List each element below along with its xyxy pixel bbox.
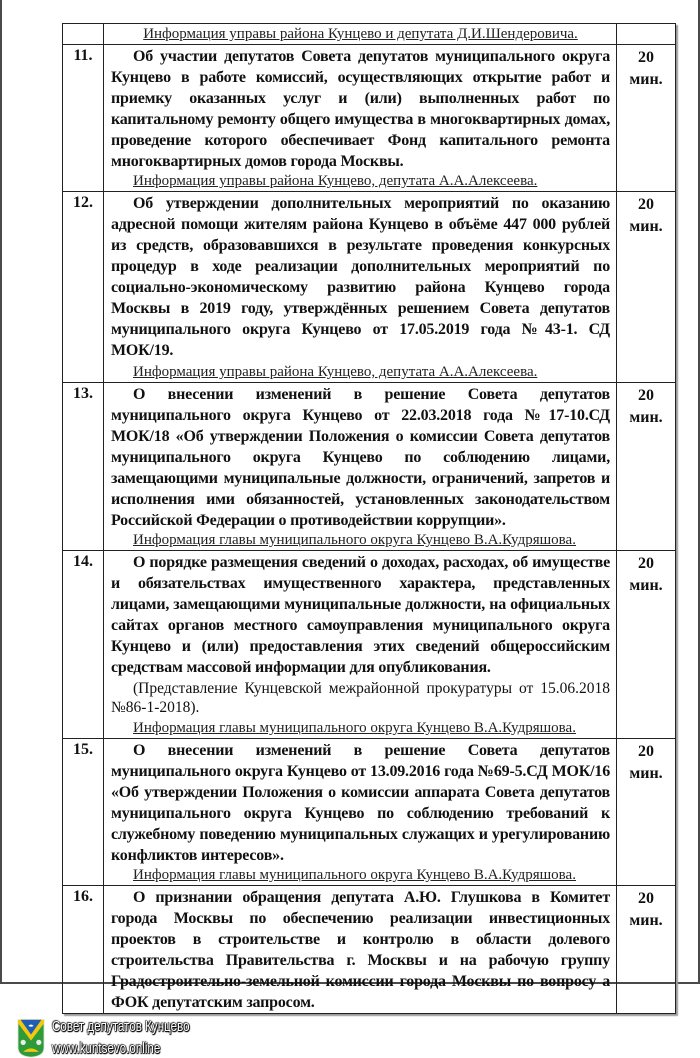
time-unit: мин.: [629, 577, 663, 594]
item-title: О порядке размещения сведений о доходах, расходах, об имуществе и обязательствах имущественного характера, представленных лицами, замещающими муниципальные должности, на официальных сайтах органов местного самоуправления муниципального округа Кунцево и (или) предоставления этих сведений общероссийским средствам массовой информации для опубликования.: [111, 554, 610, 676]
agenda-table: [62, 23, 676, 1014]
info-line: Информация управы района Кунцево, депутата А.А.Алексеева.: [133, 364, 538, 380]
info-line: Информация управы района Кунцево, депутата А.А.Алексеева.: [133, 173, 538, 189]
row-number: 13.: [63, 383, 104, 550]
row-number: 12.: [63, 192, 104, 382]
row-number: 11.: [63, 45, 104, 191]
watermark-name: Совет депутатов Кунцево: [52, 1019, 190, 1035]
row-content: [104, 383, 617, 550]
row-content: [104, 45, 617, 191]
row-time: [617, 383, 675, 550]
info-line: Информация главы муниципального округа Кунцево В.А.Кудряшова.: [133, 532, 576, 548]
item-title: Об участии депутатов Совета депутатов муниципального округа Кунцево в работе комиссий, осуществляющих открытие работ и приемку оказанных услуг и (или) выполненных работ по капитальному ремонту общего имущества в многоквартирных домах, проведение которого обеспечивает Фонд капитального ремонта многоквартирных домов города Москвы.: [111, 48, 610, 170]
kuntsevo-coat-of-arms-icon: [16, 1018, 46, 1058]
row-time: [617, 45, 675, 191]
time-unit: мин.: [629, 71, 663, 88]
item-title: Об утверждении дополнительных мероприятий по оказанию адресной помощи жителям района Кунцево в объёме 447 000 рублей из средств, образовавшихся в результате проведения конкурсных процедур в ходе реализации дополнительных мероприятий по социально-экономическому развитию района Кунцево города Москвы в 2019 году, утверждённых решением Совета депутатов муниципального округа Кунцево от 17.05.2019 года №43-1. СД МОК/19.: [111, 195, 610, 359]
item-title: О внесении изменений в решение Совета депутатов муниципального округа Кунцево от 22.03.2018 года №17-10.СД МОК/18 «Об утверждении Положения о комиссии Совета депутатов муниципального округа Кунцево по соблюдению лицами, замещающими муниципальные должности, ограничений, запретов и исполнения ими обязанностей, установленных законодательством Российской Федерации о противодействии коррупции».: [111, 386, 610, 529]
row-content: [104, 551, 617, 738]
row-time: [617, 739, 675, 885]
agenda-row: [63, 885, 675, 1013]
item-title: О внесении изменений в решение Совета депутатов муниципального округа Кунцево от 13.09.2016 года №69-5.СД МОК/16 «Об утверждении Положения о комиссии аппарата Совета депутатов муниципального округа Кунцево по соблюдению требований к служебному поведению муниципальных служащих и урегулированию конфликтов интересов».: [111, 742, 610, 864]
row-time: [617, 886, 675, 1013]
row-content: [104, 24, 617, 44]
time-value: 20: [638, 49, 654, 66]
row-content: [104, 739, 617, 885]
info-line: Информация главы муниципального округа Кунцево В.А.Кудряшова.: [133, 720, 576, 736]
row-time: [617, 192, 675, 382]
agenda-row: [63, 191, 675, 382]
agenda-row: [63, 44, 675, 191]
time-unit: мин.: [629, 409, 663, 426]
agenda-row: [63, 738, 675, 885]
time-unit: мин.: [629, 765, 663, 782]
agenda-row: [63, 550, 675, 738]
info-line: Информация главы муниципального округа Кунцево В.А.Кудряшова.: [133, 867, 576, 883]
row-time: [617, 24, 675, 44]
row-number: [63, 24, 104, 44]
agenda-row: [63, 382, 675, 550]
time-value: 20: [638, 743, 654, 760]
time-value: 20: [638, 555, 654, 572]
time-value: 20: [638, 387, 654, 404]
row-content: [104, 886, 617, 1013]
row-number: 15.: [63, 739, 104, 885]
watermark-text: [52, 1018, 224, 1058]
time-value: 20: [638, 890, 654, 907]
item-note: (Представление Кунцевской межрайонной прокуратуры от 15.06.2018 №86-1-2018).: [111, 680, 610, 716]
agenda-row-info: [63, 24, 675, 44]
time-unit: мин.: [629, 218, 663, 235]
row-number: 16.: [63, 886, 104, 1013]
row-number: 14.: [63, 551, 104, 738]
watermark-site: www.kuntsevo.online: [52, 1041, 161, 1057]
time-value: 20: [638, 196, 654, 213]
row-time: [617, 551, 675, 738]
item-title: О признании обращения депутата А.Ю. Глушкова в Комитет города Москвы по обеспечению реализации инвестиционных проектов в строительстве и контролю в области долевого строительства Правительства г. Москвы и на рабочую группу Градостроительно-земельной комиссии города Москвы по вопросу а ФОК депутатским запросом.: [111, 889, 610, 1011]
row-content: [104, 192, 617, 382]
info-line: Информация управы района Кунцево и депутата Д.И.Шендеровича.: [143, 26, 578, 42]
watermark: [16, 1018, 224, 1058]
time-unit: мин.: [629, 912, 663, 929]
